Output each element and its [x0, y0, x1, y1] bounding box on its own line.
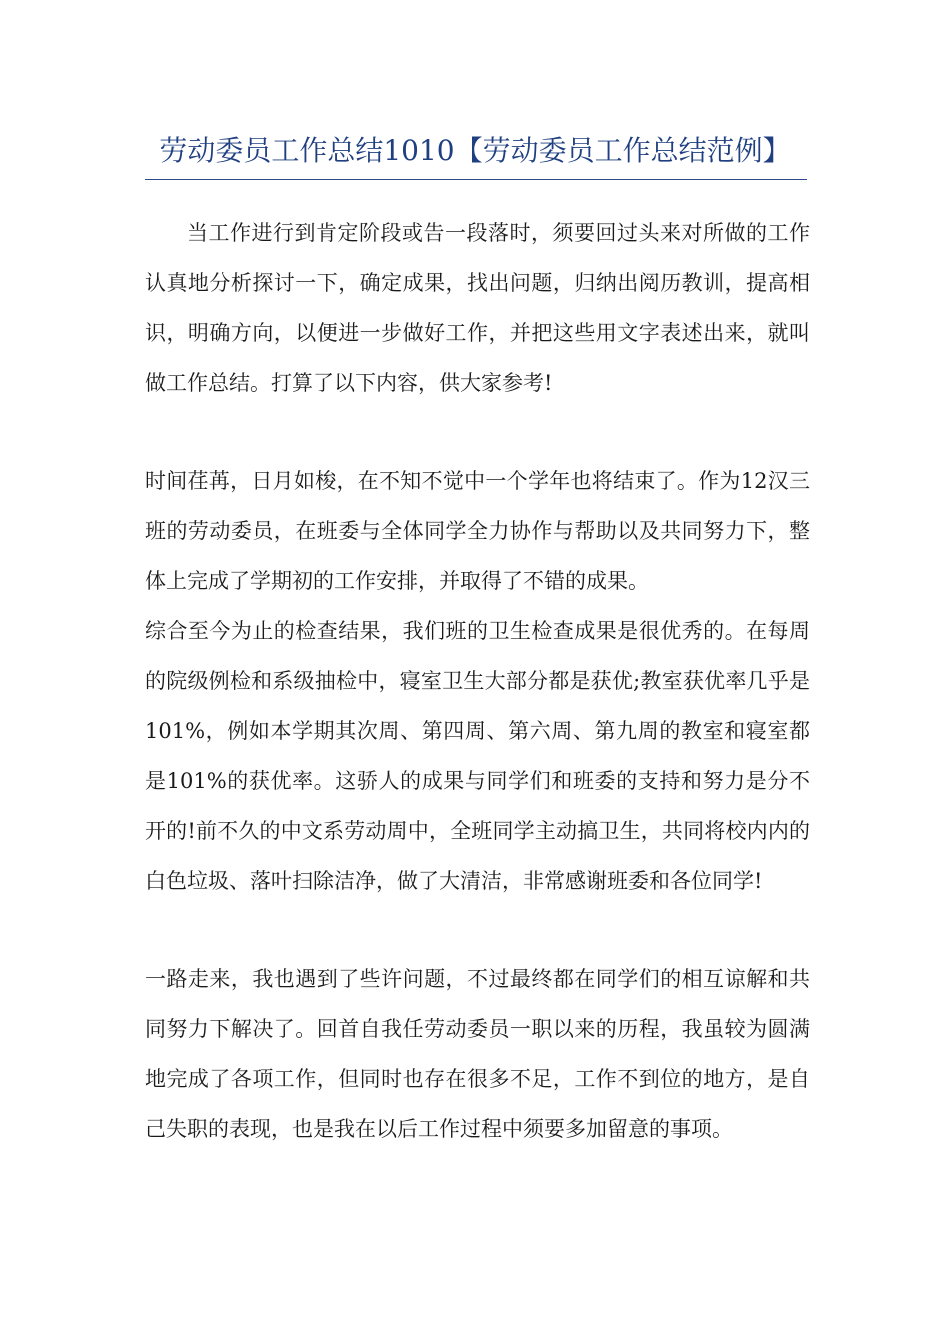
body-paragraph: 综合至今为止的检查结果，我们班的卫生检查成果是很优秀的。在每周的院级例检和系级抽检中，寝室卫生大部分都是获优;教室获优率几乎是101%，例如本学期其次周、第四周、第六周、第九周的教室和寝室都是101%的获优率。这骄人的成果与同学们和班委的支持和努力是分不开的!前不久的中文系劳动周中，全班同学主动搞卫生，共同将校内内的白色垃圾、落叶扫除洁净，做了大清洁，非常感谢班委和各位同学!	[145, 619, 810, 893]
title-divider	[145, 179, 807, 180]
body-paragraph: 一路走来，我也遇到了些许问题，不过最终都在同学们的相互谅解和共同努力下解决了。回首自我任劳动委员一职以来的历程，我虽较为圆满地完成了各项工作，但同时也存在很多不足，工作不到位的地方，是自己失职的表现，也是我在以后工作过程中须要多加留意的事项。	[145, 967, 810, 1141]
intro-paragraph: 当工作进行到肯定阶段或告一段落时，须要回过头来对所做的工作认真地分析探讨一下，确定成果，找出问题，归纳出阅历教训，提高相识，明确方向，以便进一步做好工作，并把这些用文字表述出来，就叫做工作总结。打算了以下内容，供大家参考!	[145, 221, 810, 395]
document-title: 劳动委员工作总结1010【劳动委员工作总结范例】	[159, 134, 791, 167]
body-paragraph: 时间荏苒，日月如梭，在不知不觉中一个学年也将结束了。作为12汉三班的劳动委员，在班委与全体同学全力协作与帮助以及共同努力下，整体上完成了学期初的工作安排，并取得了不错的成果。	[145, 469, 810, 593]
